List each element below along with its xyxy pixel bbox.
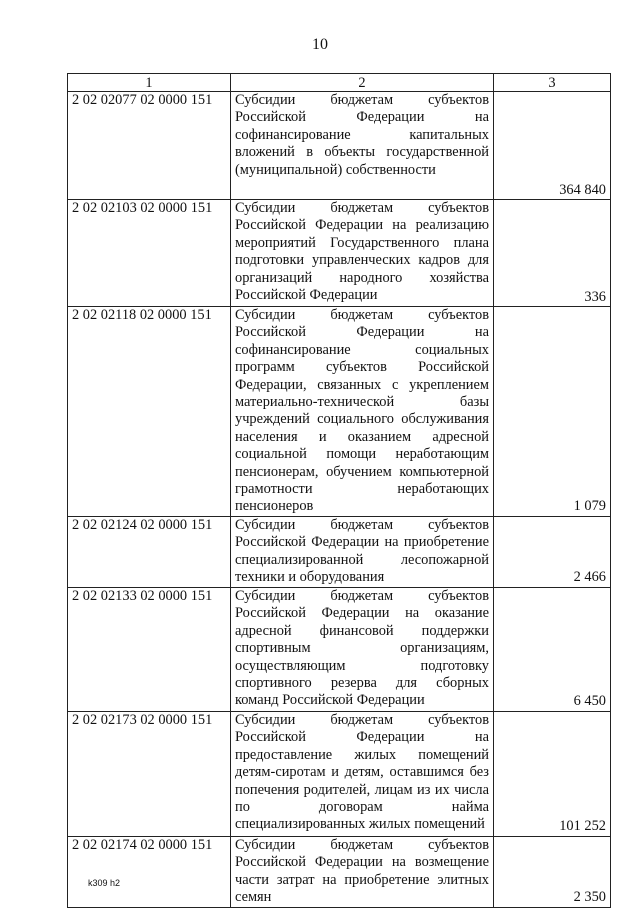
table-row bbox=[68, 516, 611, 587]
table-row bbox=[68, 200, 611, 307]
row-amount: 2 350 bbox=[494, 836, 611, 907]
budget-table bbox=[67, 73, 611, 908]
row-amount: 1 079 bbox=[494, 307, 611, 517]
row-code: 2 02 02173 02 0000 151 bbox=[68, 711, 231, 836]
row-code: 2 02 02174 02 0000 151 bbox=[68, 836, 231, 907]
table-row bbox=[68, 92, 611, 200]
table-row bbox=[68, 836, 611, 907]
row-amount: 101 252 bbox=[494, 711, 611, 836]
row-code: 2 02 02124 02 0000 151 bbox=[68, 516, 231, 587]
document-footer-code: k309 h2 bbox=[88, 878, 121, 888]
row-amount: 2 466 bbox=[494, 516, 611, 587]
row-code: 2 02 02118 02 0000 151 bbox=[68, 307, 231, 517]
row-amount: 364 840 bbox=[494, 92, 611, 200]
row-code: 2 02 02077 02 0000 151 bbox=[68, 92, 231, 200]
row-code: 2 02 02133 02 0000 151 bbox=[68, 587, 231, 711]
column-header-code: 1 bbox=[68, 74, 231, 92]
row-description: Субсидии бюджетам субъектов Российской Федерации на реализацию мероприятий Государственного плана подготовки управленческих кадров для организаций народного хозяйства Российской Федерации bbox=[231, 200, 494, 307]
column-header-amount: 3 bbox=[494, 74, 611, 92]
column-header-description: 2 bbox=[231, 74, 494, 92]
row-description: Субсидии бюджетам субъектов Российской Федерации на софинансирование социальных программ субъектов Российской Федерации, связанных с укреплением материально-технической базы учреждений социального обслуживания населения и оказанием адресной социальной помощи неработающим пенсионерам, обучением компьютерной грамотности неработающих пенсионеров bbox=[231, 307, 494, 517]
table-header-row bbox=[68, 74, 611, 92]
row-amount: 6 450 bbox=[494, 587, 611, 711]
row-amount: 336 bbox=[494, 200, 611, 307]
table-row bbox=[68, 587, 611, 711]
row-code: 2 02 02103 02 0000 151 bbox=[68, 200, 231, 307]
table-row bbox=[68, 711, 611, 836]
page-number: 10 bbox=[312, 36, 328, 53]
row-description: Субсидии бюджетам субъектов Российской Федерации на предоставление жилых помещений детям-сиротам и детям, оставшимся без попечения родителей, лицам из их числа по договорам найма специализированных жилых помещений bbox=[231, 711, 494, 836]
table-row bbox=[68, 307, 611, 517]
row-description: Субсидии бюджетам субъектов Российской Федерации на приобретение специализированной лесопожарной техники и оборудования bbox=[231, 516, 494, 587]
row-description: Субсидии бюджетам субъектов Российской Федерации на возмещение части затрат на приобретение элитных семян bbox=[231, 836, 494, 907]
row-description: Субсидии бюджетам субъектов Российской Федерации на оказание адресной финансовой поддержки спортивным организациям, осуществляющим подготовку спортивного резерва для сборных команд Российской Федерации bbox=[231, 587, 494, 711]
row-description: Субсидии бюджетам субъектов Российской Федерации на софинансирование капитальных вложений в объекты государственной (муниципальной) собственности bbox=[231, 92, 494, 200]
